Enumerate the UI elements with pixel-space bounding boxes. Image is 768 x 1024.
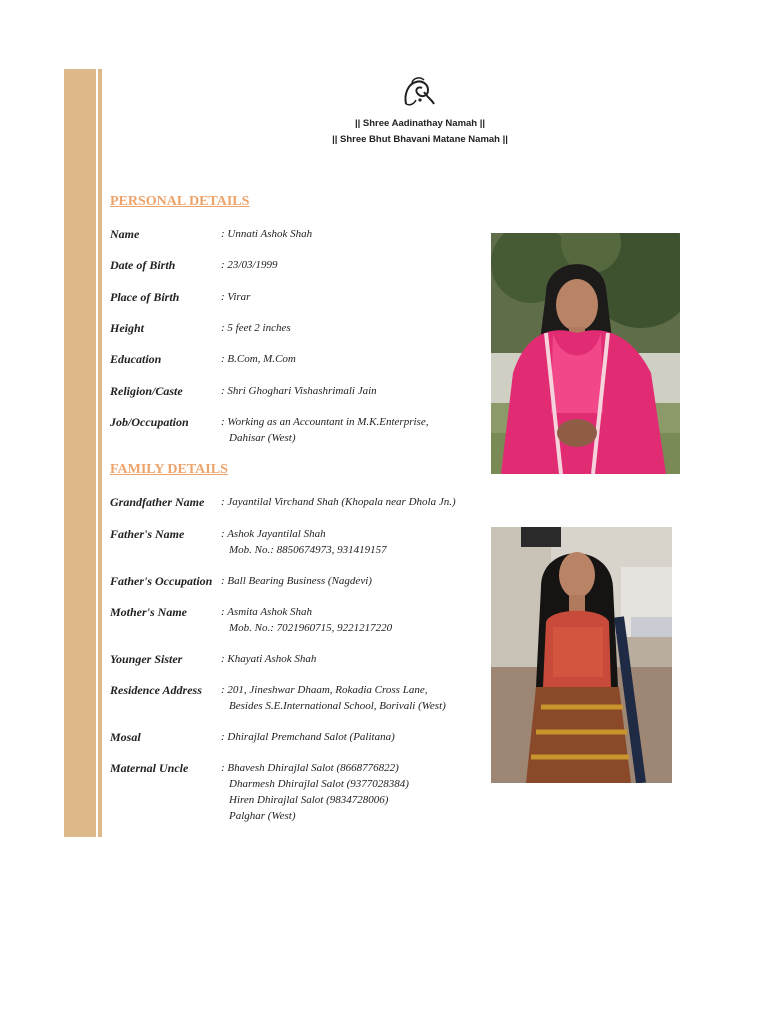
mantra-line-2: || Shree Bhut Bhavani Matane Namah ||: [332, 134, 508, 145]
ganesha-logo-icon: [398, 74, 438, 110]
label-date-of-birth: Date of Birth: [110, 258, 176, 272]
label-name: Name: [110, 227, 140, 241]
value-mothers-name: : Asmita Ashok Shah Mob. No.: 7021960715, 9221217220: [221, 606, 393, 634]
label-maternal-uncle: Maternal Uncle: [110, 761, 189, 775]
label-mothers-name: Mother's Name: [110, 605, 188, 619]
value-place-of-birth: : Virar: [221, 291, 251, 303]
label-place-of-birth: Place of Birth: [110, 290, 180, 304]
profile-photo-pink-outfit: [491, 233, 680, 474]
value-mosal: : Dhirajlal Premchand Salot (Palitana): [221, 731, 395, 743]
label-height: Height: [110, 321, 145, 335]
value-younger-sister: : Khayati Ashok Shah: [221, 653, 317, 665]
label-grandfather-name: Grandfather Name: [110, 495, 205, 509]
value-residence-address: : 201, Jineshwar Dhaam, Rokadia Cross Lane, Besides S.E.International School, Borivali (West): [221, 684, 446, 712]
value-height: : 5 feet 2 inches: [221, 322, 291, 334]
personal-details-heading: PERSONAL DETAILS: [110, 194, 250, 209]
value-fathers-name: : Ashok Jayantilal Shah Mob. No.: 8850674973, 931419157: [221, 528, 387, 556]
label-younger-sister: Younger Sister: [110, 652, 183, 666]
label-mosal: Mosal: [110, 730, 141, 744]
label-fathers-occupation: Father's Occupation: [110, 574, 213, 588]
decorative-side-line: [98, 69, 102, 837]
label-fathers-name: Father's Name: [110, 527, 185, 541]
value-maternal-uncle: : Bhavesh Dhirajlal Salot (8668776822) Dharmesh Dhirajlal Salot (9377028384) Hiren Dhirajlal Salot (9834728006) Palghar (West): [221, 762, 409, 822]
mantra-line-1: || Shree Aadinathay Namah ||: [354, 118, 486, 129]
value-job-occupation: : Working as an Accountant in M.K.Enterprise, Dahisar (West): [221, 416, 429, 444]
label-job-occupation: Job/Occupation: [110, 415, 189, 429]
value-date-of-birth: : 23/03/1999: [221, 259, 278, 271]
value-fathers-occupation: : Ball Bearing Business (Nagdevi): [221, 575, 372, 587]
value-grandfather-name: : Jayantilal Virchand Shah (Khopala near Dhola Jn.): [221, 496, 456, 508]
profile-photo-traditional-outfit: [491, 527, 672, 783]
decorative-side-bar: [64, 69, 96, 837]
label-education: Education: [110, 352, 162, 366]
label-residence-address: Residence Address: [110, 683, 202, 697]
label-religion-caste: Religion/Caste: [110, 384, 183, 398]
value-name: : Unnati Ashok Shah: [221, 228, 313, 240]
value-education: : B.Com, M.Com: [221, 353, 296, 365]
value-religion-caste: : Shri Ghoghari Vishashrimali Jain: [221, 385, 377, 397]
family-details-heading: FAMILY DETAILS: [110, 462, 228, 477]
